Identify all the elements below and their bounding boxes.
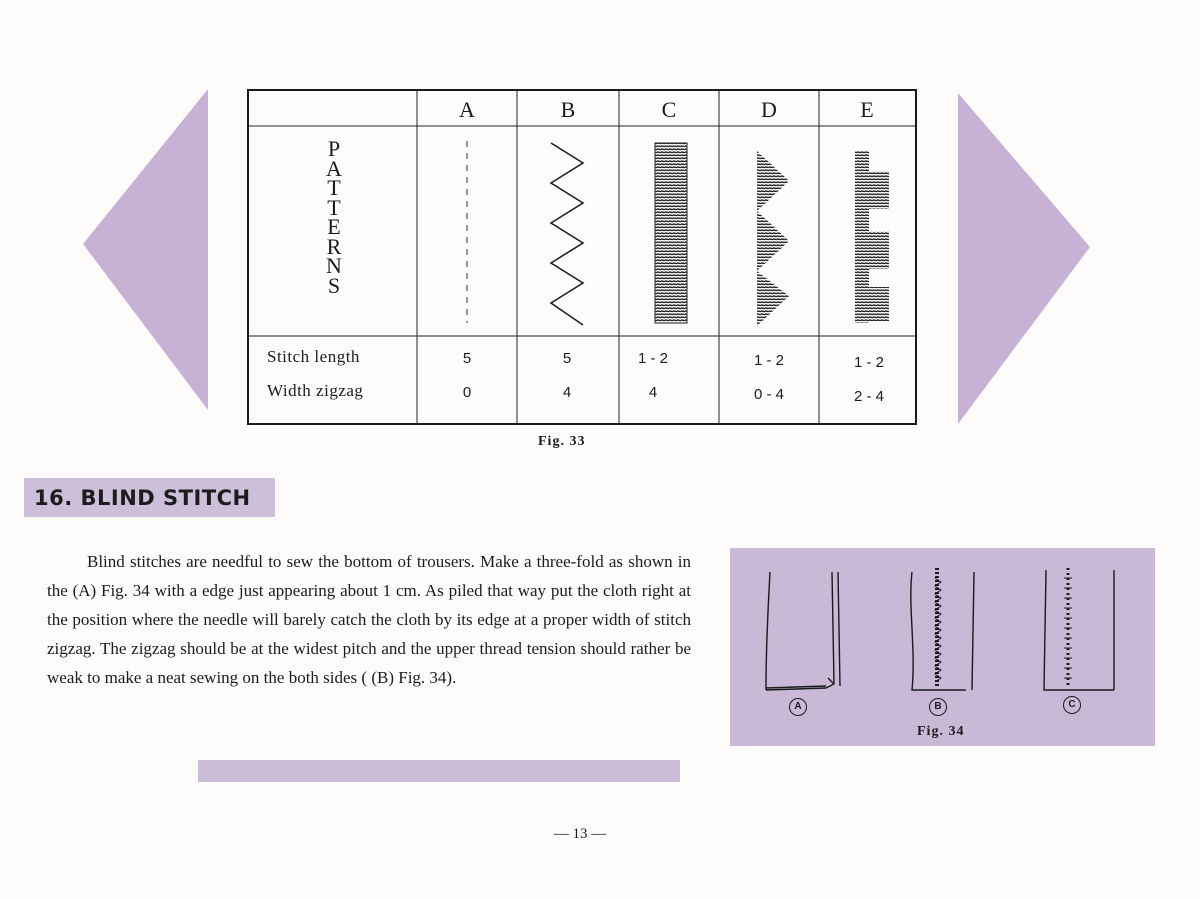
cell-stitch-length-e: 1 - 2 [853,354,884,371]
fig-34-caption: Fig. 34 [917,724,965,739]
row-label-stitch-length: Stitch length [267,347,360,366]
label-circle-a: A [789,698,807,716]
patterns-letter: S [327,272,341,298]
fold-diagram-c [1044,568,1114,690]
cell-stitch-length-d: 1 - 2 [753,352,784,369]
fig-33-caption: Fig. 33 [538,434,586,449]
cell-width-zigzag-b: 4 [562,384,572,401]
patterns-letter: E [327,214,341,239]
cell-stitch-length-b: 5 [562,350,572,367]
cell-width-zigzag-e: 2 - 4 [853,388,884,405]
stitch-pattern-table [247,89,917,425]
pattern-b-zigzag [551,143,583,325]
section-heading: 16. BLIND STITCH [24,478,275,517]
patterns-letter: P [327,136,341,161]
decorative-bar [198,760,680,782]
fig-34-drawing [730,548,1155,746]
pattern-c-satin [655,143,687,323]
fold-diagram-a [766,572,840,690]
body-paragraph: Blind stitches are needful to sew the bottom of trousers. Make a three-fold as shown in the (A) Fig. 34 with a edge just appearing about 1 cm. As piled that way put the cloth right at the position where the needle will barely catch the cloth by its edge at a proper width of stitch zigzag. The zigzag should be at the widest pitch and the upper thread tension should rather be weak to make a neat sewing on the both sides ( (B) Fig. 34). [47,552,691,687]
pattern-e-stepped [855,151,889,323]
column-header-a: A [459,97,475,122]
triangle-left-icon [83,89,208,410]
table-grid [249,91,915,423]
fig-34-panel [730,548,1155,746]
page-number: — 13 — [553,826,607,842]
pattern-d-triangles [757,151,789,326]
patterns-vertical-label [323,136,345,298]
column-header-c: C [661,97,677,122]
label-circle-c: C [1063,696,1081,714]
row-label-width-zigzag: Width zigzag [267,381,364,400]
triangle-right-icon [958,93,1090,424]
cell-stitch-length-c: 1 - 2 [637,350,668,367]
label-circle-b: B [929,698,947,716]
column-header-d: D [761,97,777,122]
cell-width-zigzag-a: 0 [462,384,472,401]
patterns-letter: A [326,155,342,181]
cell-stitch-length-a: 5 [462,350,472,367]
patterns-letter: N [326,253,342,278]
patterns-letter: T [327,194,341,220]
column-header-b: B [560,97,576,122]
patterns-letter: R [326,233,342,259]
fold-diagram-b [911,568,974,690]
patterns-letter: T [327,175,341,200]
cell-width-zigzag-d: 0 - 4 [753,386,784,403]
cell-width-zigzag-c: 4 [648,384,658,401]
column-header-e: E [860,97,874,122]
